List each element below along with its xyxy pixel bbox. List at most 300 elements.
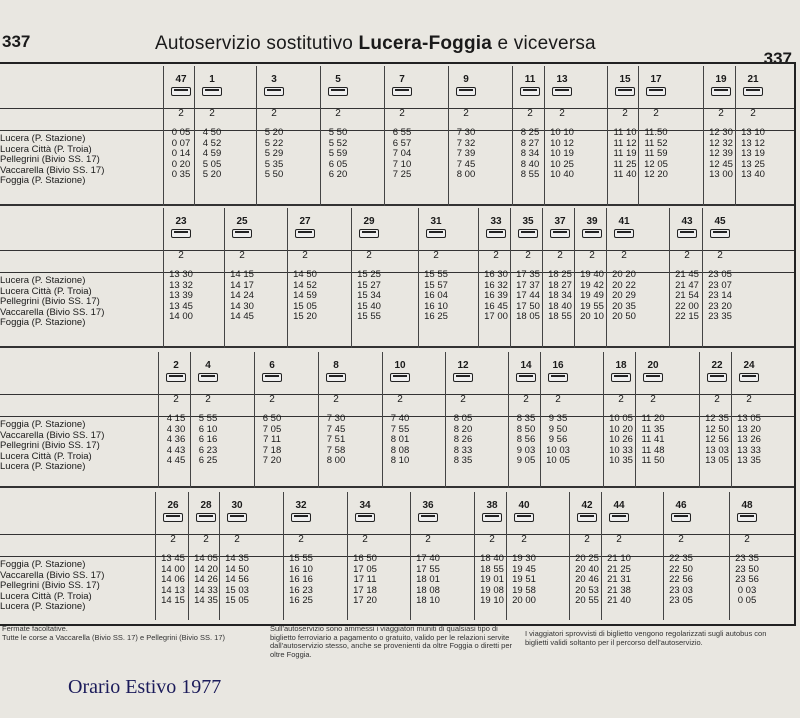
time-cell: 17 18 [353,584,377,596]
time-cell: 13 40 [741,169,765,181]
time-list [157,554,189,607]
time-cell: 20 29 [612,290,636,302]
bus-icon [392,87,412,96]
train-number: 39 [586,216,598,227]
class-label: 2 [717,250,723,261]
time-cell: 13 45 [169,300,193,312]
bus-icon [582,229,602,238]
time-cell: 21 25 [607,563,631,575]
time-cell: 6 10 [198,423,218,435]
time-cell: 22 50 [669,563,693,575]
time-cell: 11 10 [613,127,637,138]
time-cell: 8 26 [453,434,473,446]
time-cell: 11 12 [613,137,637,149]
train-column [165,74,197,181]
time-cell: 6 05 [328,158,348,170]
time-cell: 13 32 [169,279,193,291]
station-name: Vaccarella (Bivio SS. 17) [0,307,105,318]
time-cell: 12 56 [705,434,729,446]
time-cell: 13 25 [741,158,765,170]
station-name: Foggia (P. Stazione) [0,318,86,329]
train-column [353,216,385,323]
bus-icon [355,513,375,522]
train-column [609,74,641,181]
column-divider [448,66,449,206]
footnote-left: Fermate facoltative. Tutte le corse a Vaccarella (Bivio SS. 17) e Pellegrini (Bivio SS. 17) [2,624,226,642]
time-cell: 20 00 [512,595,536,607]
time-cell: 18 05 [516,311,540,323]
time-list [508,554,540,607]
column-divider [188,492,189,620]
bus-icon [550,229,570,238]
train-number: 38 [486,500,498,511]
train-column [285,500,317,607]
time-cell: 6 55 [392,127,412,138]
time-cell: 4 50 [202,127,222,138]
time-list [196,128,228,181]
time-cell: 21 38 [607,584,631,596]
train-number: 45 [714,216,726,227]
class-label: 2 [525,250,531,261]
station-list [0,134,160,187]
time-cell: 16 04 [424,290,448,302]
time-cell: 14 30 [230,300,254,312]
time-cell: 8 01 [390,434,410,446]
time-list [640,128,672,181]
column-divider [478,208,479,348]
time-list [576,270,608,323]
train-column [733,360,765,467]
column-divider [190,352,191,488]
column-divider [508,352,509,488]
class-label: 2 [298,534,304,545]
column-divider [506,492,507,620]
time-cell: 8 05 [453,413,473,424]
time-cell: 8 08 [390,444,410,456]
time-cell: 19 55 [580,300,604,312]
station-name: Pellegrini (Bivio SS. 17) [0,581,100,592]
time-cell: 10 26 [609,434,633,446]
time-list [665,554,697,607]
station-list [0,560,160,613]
time-list [737,128,769,181]
time-cell: 22 15 [675,311,699,323]
time-cell: 7 25 [392,169,412,181]
time-cell: 8 56 [516,434,536,446]
time-cell: 10 12 [550,137,574,149]
class-label: 2 [178,108,184,119]
time-cell: 17 37 [516,279,540,291]
block-divider [0,486,794,488]
class-label: 2 [523,394,529,405]
time-cell: 23 05 [708,269,732,280]
time-cell: 16 16 [289,574,313,586]
train-column [637,360,669,467]
time-cell: 19 30 [512,553,536,564]
time-list [256,414,288,467]
station-name: Pellegrini (Bivio SS. 17) [0,155,100,166]
column-divider [669,208,670,348]
time-cell: 9 03 [516,444,536,456]
time-cell: 13 12 [741,137,765,149]
time-list [384,414,416,467]
time-list [190,554,222,607]
time-cell: 16 50 [353,553,377,564]
column-divider [163,66,164,206]
time-cell: 8 35 [516,413,536,424]
time-cell: 11 52 [644,137,668,149]
time-cell: 18 10 [416,595,440,607]
time-list [320,414,352,467]
column-divider [635,352,636,488]
time-cell: 0 07 [171,137,191,149]
column-divider [474,492,475,620]
class-label: 2 [684,250,690,261]
time-cell: 14 35 [225,553,249,564]
time-list [608,270,640,323]
train-number: 2 [173,360,179,371]
column-divider [445,352,446,488]
train-number: 1 [209,74,215,85]
station-name: Lucera Città (P. Troia) [0,286,92,297]
column-divider [254,352,255,488]
train-column [420,216,452,323]
time-cell: 19 10 [480,595,504,607]
time-list [349,554,381,607]
class-label: 2 [746,394,752,405]
time-cell: 13 10 [741,127,765,138]
column-divider [542,208,543,348]
time-list [165,128,197,181]
time-cell: 18 55 [480,563,504,575]
column-divider [510,208,511,348]
time-cell: 17 11 [353,574,377,586]
time-cell: 20 22 [612,279,636,291]
time-list [447,414,479,467]
train-number: 6 [269,360,275,371]
time-list [165,270,197,323]
train-number: 31 [430,216,442,227]
bus-icon [646,87,666,96]
time-cell: 13 45 [161,553,185,564]
station-name: Foggia (P. Stazione) [0,176,86,187]
time-cell: 19 08 [480,584,504,596]
train-column [665,500,697,607]
bus-icon [552,87,572,96]
bus-icon [486,229,506,238]
bus-icon [548,373,568,382]
column-divider [735,66,736,206]
time-cell: 19 45 [512,563,536,575]
time-cell: 10 35 [609,455,633,467]
time-cell: 22 56 [669,574,693,586]
column-divider [603,352,604,488]
time-cell: 9 50 [548,423,568,435]
column-divider [158,352,159,488]
time-cell: 13 03 [705,444,729,456]
time-cell: 19 58 [512,584,536,596]
train-number: 32 [295,500,307,511]
time-cell: 15 40 [357,300,381,312]
train-column [508,500,540,607]
time-cell: 10 05 [609,413,633,424]
time-cell: 6 20 [328,169,348,181]
time-list [514,128,546,181]
time-cell: 8 25 [520,127,540,138]
time-cell: 10 05 [546,455,570,467]
time-cell: 8 33 [453,444,473,456]
time-cell: 15 55 [424,269,448,280]
time-cell: 5 55 [198,413,218,424]
train-column [192,360,224,467]
class-label: 2 [584,534,590,545]
train-number: 3 [271,74,277,85]
train-column [256,360,288,467]
time-list [542,414,574,467]
station-name: Foggia (P. Stazione) [0,560,86,570]
time-cell: 16 30 [484,269,508,280]
column-divider [544,66,545,206]
bus-icon [577,513,597,522]
station-name: Lucera (P. Stazione) [0,134,86,144]
time-cell: 9 56 [548,434,568,446]
time-cell: 16 32 [484,279,508,291]
train-column [544,216,576,323]
train-number: 24 [743,360,755,371]
train-number: 43 [681,216,693,227]
station-name: Pellegrini (Bivio SS. 17) [0,441,100,452]
train-number: 23 [175,216,187,227]
time-cell: 5 52 [328,137,348,149]
train-number: 44 [613,500,625,511]
time-cell: 14 00 [169,311,193,323]
class-label: 2 [460,394,466,405]
time-cell: 14 13 [161,584,185,596]
time-cell: 4 45 [166,455,186,467]
train-number: 19 [715,74,727,85]
column-divider [702,208,703,348]
time-cell: 23 05 [669,595,693,607]
class-label: 2 [621,250,627,261]
time-list [476,554,508,607]
train-column [640,74,672,181]
time-cell: 21 40 [607,595,631,607]
time-cell: 0 35 [171,169,191,181]
time-cell: 8 10 [390,455,410,467]
train-number: 18 [615,360,627,371]
time-list [731,554,763,607]
time-list [450,128,482,181]
time-cell: 19 01 [480,574,504,586]
class-label: 2 [302,250,308,261]
class-label: 2 [521,534,527,545]
class-label: 2 [557,250,563,261]
column-divider [382,352,383,488]
column-divider [219,492,220,620]
time-cell: 17 40 [416,553,440,564]
time-cell: 11 59 [644,148,668,160]
time-cell: 16 23 [289,584,313,596]
class-label: 2 [239,250,245,261]
time-cell: 23 07 [708,279,732,291]
bus-icon [390,373,410,382]
bus-icon [163,513,183,522]
class-label: 2 [269,394,275,405]
column-divider [155,492,156,620]
class-label: 2 [714,394,720,405]
time-cell: 8 27 [520,137,540,149]
time-cell: 14 56 [225,574,249,586]
column-divider [224,208,225,348]
train-column [571,500,603,607]
class-label: 2 [203,534,209,545]
time-list [603,554,635,607]
time-cell: 19 42 [580,279,604,291]
class-label: 2 [744,534,750,545]
class-label: 2 [589,250,595,261]
time-cell: 23 56 [735,574,759,586]
time-list [221,554,253,607]
time-cell: 9 35 [548,413,568,424]
bus-icon [711,87,731,96]
train-column [447,360,479,467]
class-label: 2 [335,108,341,119]
time-cell: 17 44 [516,290,540,302]
class-label: 2 [397,394,403,405]
time-list [609,128,641,181]
bus-icon [196,513,216,522]
time-cell: 15 27 [357,279,381,291]
time-cell: 5 29 [264,148,284,160]
bus-icon [198,373,218,382]
bus-icon [328,87,348,96]
time-list [701,414,733,467]
column-divider [699,352,700,488]
train-column [320,360,352,467]
train-number: 22 [711,360,723,371]
train-column [384,360,416,467]
time-cell: 7 40 [390,413,410,424]
time-cell: 8 55 [520,169,540,181]
time-cell: 4 43 [166,444,186,456]
time-cell: 14 00 [161,563,185,575]
column-divider [410,492,411,620]
time-cell: 0 20 [171,158,191,170]
time-cell: 8 40 [520,158,540,170]
time-cell: 5 59 [328,148,348,160]
time-list [412,554,444,607]
time-cell: 14 17 [230,279,254,291]
train-column [701,360,733,467]
time-cell: 15 34 [357,290,381,302]
station-name: Vaccarella (Bivio SS. 17) [0,570,105,581]
class-label: 2 [622,108,628,119]
time-cell: 18 40 [480,553,504,564]
title-prefix: Autoservizio sostitutivo [155,33,359,54]
time-cell: 12 39 [709,148,733,160]
time-cell: 8 34 [520,148,540,160]
column-divider [703,66,704,206]
station-list [0,276,160,329]
time-cell: 14 06 [161,574,185,586]
column-divider [256,66,257,206]
bus-icon [426,229,446,238]
title-suffix: e viceversa [492,33,596,54]
time-cell: 11 48 [641,444,665,456]
train-column [510,360,542,467]
time-cell: 18 01 [416,574,440,586]
station-name: Lucera (P. Stazione) [0,276,86,286]
time-cell: 22 35 [669,553,693,564]
time-list [289,270,321,323]
time-cell: 23 35 [735,553,759,564]
train-column [546,74,578,181]
bus-icon [514,513,534,522]
time-cell: 7 10 [392,158,412,170]
time-cell: 11 40 [613,169,637,181]
time-cell: 21 54 [675,290,699,302]
bus-icon [614,229,634,238]
train-number: 42 [581,500,593,511]
page-number-left: 337 [2,32,31,51]
column-divider [283,492,284,620]
column-divider [638,66,639,206]
time-cell: 15 03 [225,584,249,596]
time-cell: 19 40 [580,269,604,280]
time-cell: 15 25 [357,269,381,280]
time-cell: 12 35 [705,413,729,424]
train-column [737,74,769,181]
time-cell: 14 45 [230,311,254,323]
time-cell: 13 00 [709,169,733,181]
train-column [705,74,737,181]
time-cell: 19 49 [580,290,604,302]
bus-icon [743,87,763,96]
bus-icon [456,87,476,96]
bus-icon [520,87,540,96]
caption: Orario Estivo 1977 [68,676,222,698]
train-number: 41 [618,216,630,227]
time-cell: 9 05 [516,455,536,467]
time-list [322,128,354,181]
column-divider [731,352,732,488]
time-cell: 12 05 [644,158,668,170]
station-name: Vaccarella (Bivio SS. 17) [0,430,105,441]
time-cell: 13 35 [737,455,761,467]
footnote-right: I viaggiatori sprovvisti di biglietto vengono regolarizzati sugli autobus con biglietti validi soltanto per il percorso dell'autoservizio. [525,629,767,647]
bus-icon [707,373,727,382]
time-cell: 14 15 [230,269,254,280]
time-cell: 11 19 [613,148,637,160]
train-number: 29 [363,216,375,227]
time-cell: 5 35 [264,158,284,170]
station-name: Lucera Città (P. Troia) [0,451,92,462]
station-name: Vaccarella (Bivio SS. 17) [0,165,105,176]
train-number: 46 [675,500,687,511]
time-cell: 14 52 [293,279,317,291]
class-label: 2 [653,108,659,119]
train-column [157,500,189,607]
block-divider [0,346,794,348]
time-cell: 13 26 [737,434,761,446]
time-cell: 20 53 [575,584,599,596]
time-list [733,414,765,467]
train-number: 40 [518,500,530,511]
time-cell: 20 25 [575,553,599,564]
station-name: Foggia (P. Stazione) [0,420,86,430]
time-cell: 4 36 [166,434,186,446]
class-label: 2 [678,534,684,545]
